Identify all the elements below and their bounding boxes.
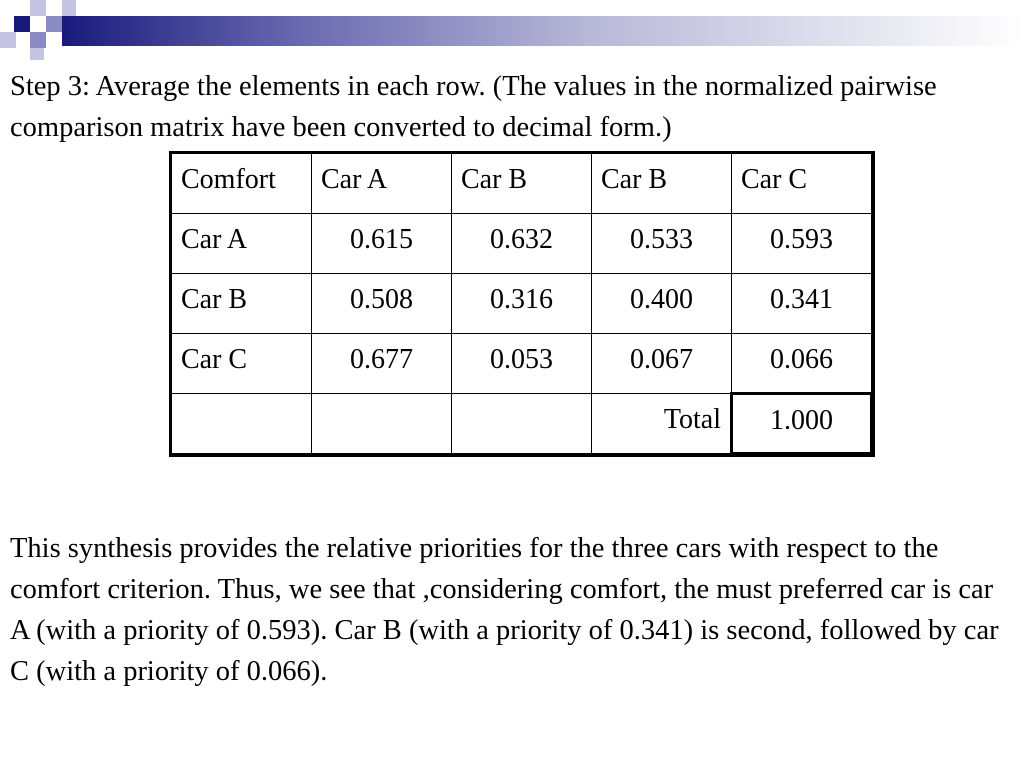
table-row [172,214,872,274]
intro-text: Step 3: Average the elements in each row. (The values in the normalized pairwise comparison matrix have been converted to decimal form.) [10,71,937,143]
table-cell: 0.593 [732,214,872,274]
empty-cell [312,394,452,454]
table-header-row [172,154,872,214]
table-cell: 0.632 [452,214,592,274]
header-square-mid [46,16,62,32]
table-cell: 0.316 [452,274,592,334]
header-square-dark [14,16,30,32]
header-square-light [0,32,16,48]
empty-cell [452,394,592,454]
total-value: 1.000 [732,394,872,454]
table-header-cell: Car B [592,154,732,214]
table-cell: 0.067 [592,334,732,394]
table-row [172,274,872,334]
slide-header-decoration [0,0,1024,64]
table-cell: 0.615 [312,214,452,274]
table-header-cell: Car B [452,154,592,214]
row-label: Car C [172,334,312,394]
table-cell: 0.066 [732,334,872,394]
table-cell: 0.508 [312,274,452,334]
table-header-cell: Comfort [172,154,312,214]
header-square-light [30,0,46,16]
table-cell: 0.053 [452,334,592,394]
table-header-cell: Car A [312,154,452,214]
table-total-row [172,394,872,454]
row-label: Car A [172,214,312,274]
comparison-table [171,153,873,455]
table-row [172,334,872,394]
table-cell: 0.677 [312,334,452,394]
table-cell: 0.400 [592,274,732,334]
table-cell: 0.341 [732,274,872,334]
conclusion-text: This synthesis provides the relative priorities for the three cars with respect to the comfort criterion. Thus, we see that ,considering comfort, the must preferred car is car A (with a priority of 0.593). Car B (with a priority of 0.341) is second, followed by car C (with a priority of 0.066). [10,533,999,687]
header-square-light [62,0,76,16]
header-gradient-bar [62,16,1024,46]
total-label: Total [592,394,732,454]
empty-cell [172,394,312,454]
header-square-light [30,48,44,60]
header-square-mid [30,32,46,48]
table-header-cell: Car C [732,154,872,214]
table-cell: 0.533 [592,214,732,274]
row-label: Car B [172,274,312,334]
